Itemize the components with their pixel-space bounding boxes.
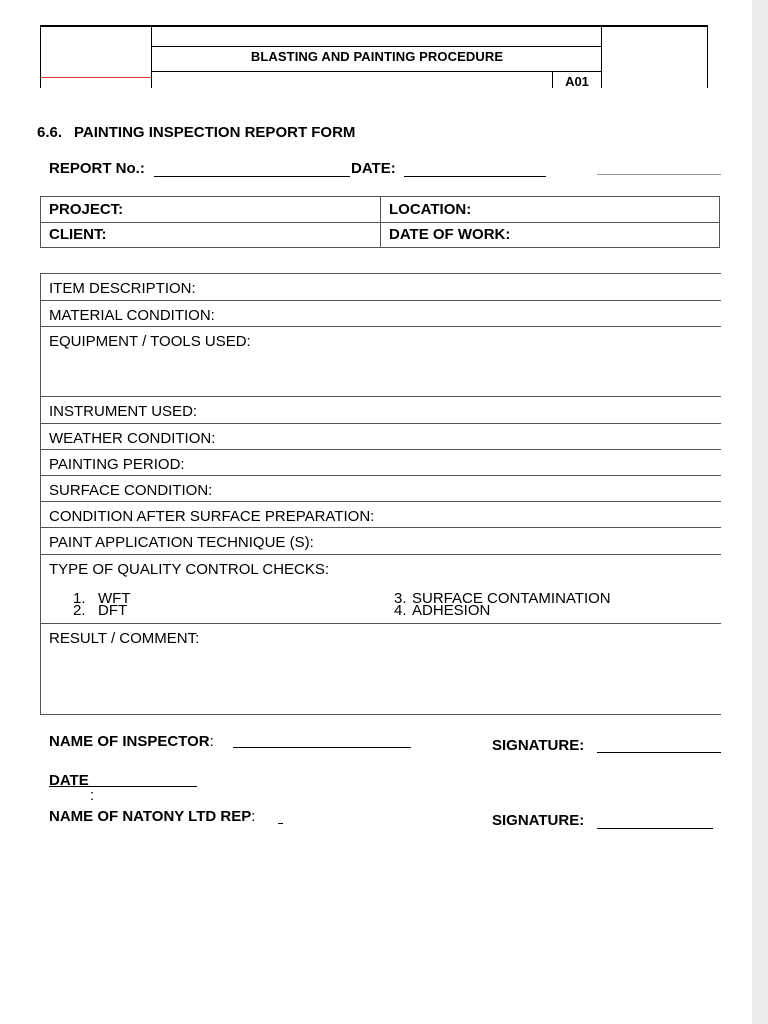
- surface-condition-label: SURFACE CONDITION:: [49, 482, 213, 499]
- weather-condition-row[interactable]: [41, 424, 721, 450]
- painting-period-row[interactable]: [41, 450, 721, 476]
- qc-item-2-text: DFT: [98, 602, 128, 619]
- inspector-signature-field[interactable]: [597, 752, 721, 753]
- material-condition-label: MATERIAL CONDITION:: [49, 307, 215, 324]
- condition-after-prep-label: CONDITION AFTER SURFACE PREPARATION:: [49, 508, 375, 525]
- date-field[interactable]: [49, 786, 197, 787]
- inspector-signature-label: SIGNATURE:: [492, 737, 585, 754]
- client-cell[interactable]: CLIENT:: [41, 222, 381, 248]
- report-date-label: DATE:: [351, 160, 396, 177]
- report-no-field[interactable]: [154, 176, 350, 177]
- natony-rep-field[interactable]: [278, 823, 283, 824]
- natony-signature-label: SIGNATURE:: [492, 812, 585, 829]
- document-code: A01: [565, 74, 589, 89]
- item-description-label: ITEM DESCRIPTION:: [49, 280, 196, 297]
- date-colon: :: [90, 787, 95, 804]
- report-date-field[interactable]: [404, 176, 546, 177]
- section-title-text: PAINTING INSPECTION REPORT FORM: [74, 124, 356, 141]
- equipment-tools-label: EQUIPMENT / TOOLS USED:: [49, 333, 251, 350]
- location-cell[interactable]: LOCATION:: [389, 201, 472, 218]
- material-condition-row[interactable]: [41, 301, 721, 327]
- natony-signature-field[interactable]: [597, 828, 713, 829]
- inspector-name-label: NAME OF INSPECTOR:: [49, 733, 214, 750]
- equipment-tools-row[interactable]: [41, 327, 721, 397]
- document-title: BLASTING AND PAINTING PROCEDURE: [250, 49, 504, 64]
- paint-technique-label: PAINT APPLICATION TECHNIQUE (S):: [49, 534, 314, 551]
- qc-item-1-num: 1.: [73, 590, 86, 607]
- extra-field-line[interactable]: [597, 174, 721, 175]
- inspection-table: [40, 273, 721, 715]
- client-row: [41, 222, 719, 248]
- instrument-used-label: INSTRUMENT USED:: [49, 403, 198, 420]
- qc-item-2-num: 2.: [73, 602, 86, 619]
- project-row: [41, 197, 719, 223]
- date-label: DATE: [49, 772, 89, 789]
- item-description-row[interactable]: [41, 274, 721, 301]
- result-comment-label: RESULT / COMMENT:: [49, 630, 200, 647]
- weather-condition-label: WEATHER CONDITION:: [49, 430, 216, 447]
- qc-item-4-num: 4.: [394, 602, 407, 619]
- inspector-name-field[interactable]: [233, 747, 411, 748]
- painting-period-label: PAINTING PERIOD:: [49, 456, 185, 473]
- qc-item-1-text: WFT: [98, 590, 131, 607]
- qc-checks-label: TYPE OF QUALITY CONTROL CHECKS:: [49, 561, 330, 578]
- natony-rep-label: NAME OF NATONY LTD REP:: [49, 808, 256, 825]
- qc-item-3-text: SURFACE CONTAMINATION: [412, 590, 611, 607]
- qc-item-4-text: ADHESION: [412, 602, 491, 619]
- qc-item-3-num: 3.: [394, 590, 407, 607]
- paint-technique-row[interactable]: [41, 528, 721, 555]
- result-comment-row[interactable]: [41, 624, 721, 714]
- section-title: [37, 124, 355, 141]
- project-cell[interactable]: PROJECT:: [41, 197, 381, 223]
- qc-checks-row[interactable]: [41, 555, 721, 624]
- surface-condition-row[interactable]: [41, 476, 721, 502]
- scrollbar[interactable]: [752, 0, 768, 1024]
- instrument-used-row[interactable]: [41, 397, 721, 424]
- condition-after-prep-row[interactable]: [41, 502, 721, 528]
- section-number: 6.6.: [37, 124, 63, 141]
- date-of-work-cell[interactable]: DATE OF WORK:: [389, 226, 511, 243]
- report-no-label: REPORT No.:: [49, 160, 145, 177]
- project-table: [40, 196, 720, 248]
